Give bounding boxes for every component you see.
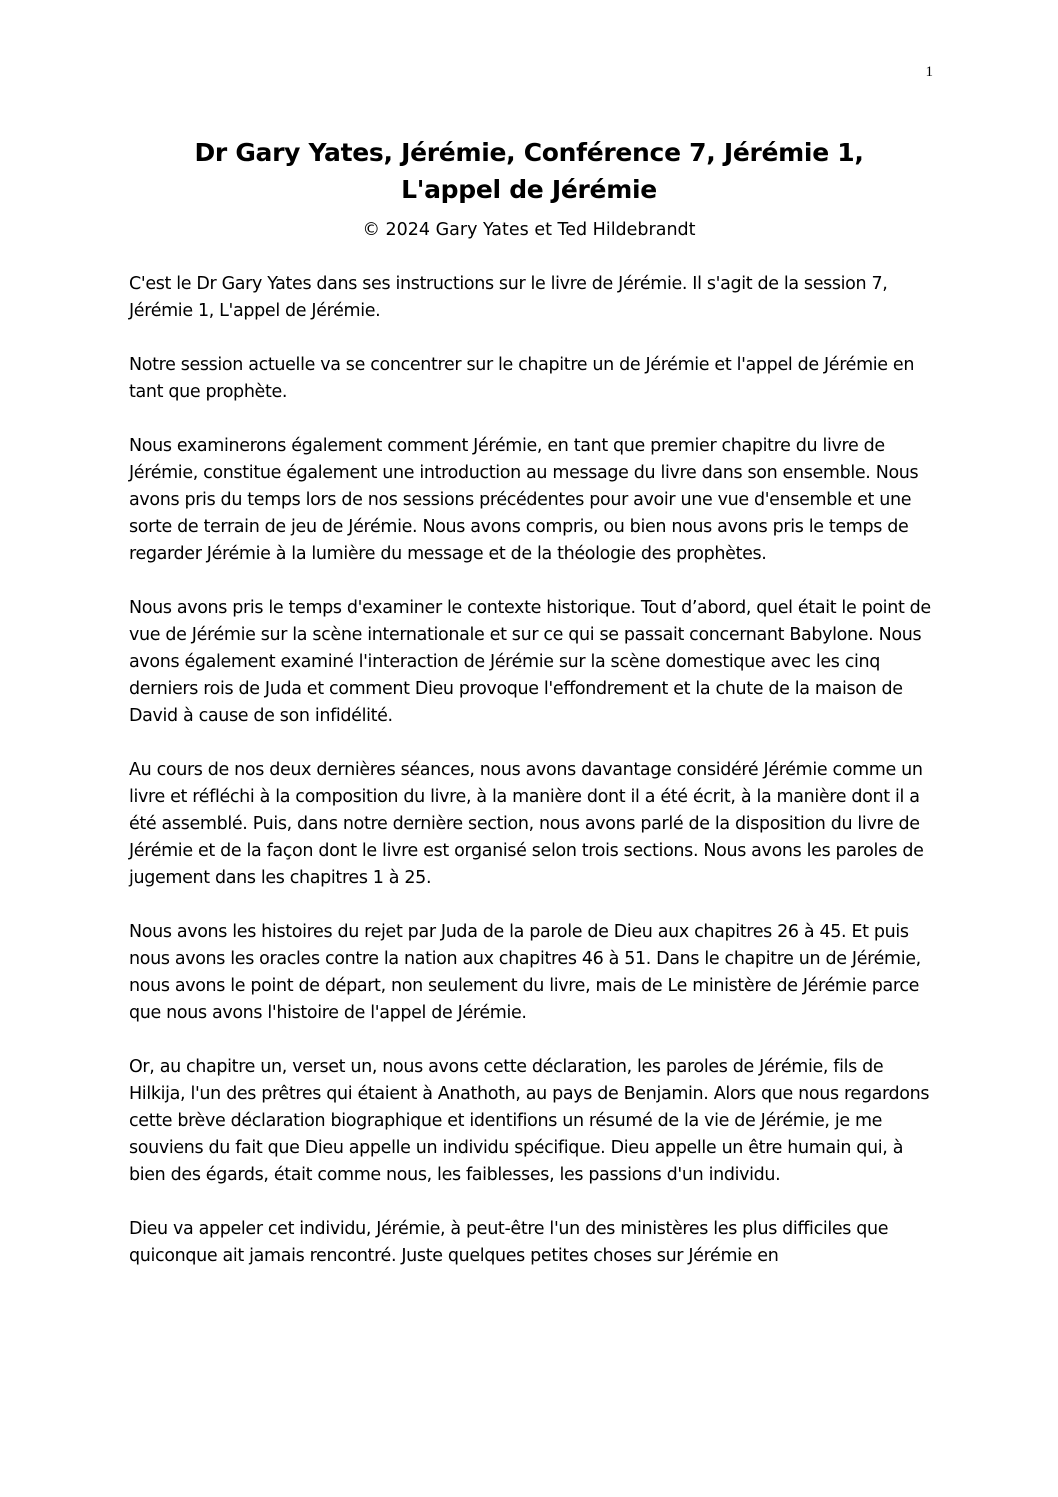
paragraph: Nous avons pris le temps d'examiner le contexte historique. Tout d’abord, quel était le point de vue de Jérémie sur la scène internationale et sur ce qui se passait concernant Babylone. Nous avons également examiné l'interaction de Jérémie sur la scène domestique avec les cinq derniers rois de Juda et comment Dieu provoque l'effondrement et la chute de la maison de David à cause de son infidélité. xyxy=(129,598,931,726)
title-line-1: Dr Gary Yates, Jérémie, Conférence 7, Jérémie 1, xyxy=(194,138,864,167)
paragraph: Au cours de nos deux dernières séances, nous avons davantage considéré Jérémie comme un livre et réfléchi à la composition du livre, à la manière dont il a été écrit, à la manière dont il a été assemblé. Puis, dans notre dernière section, nous avons parlé de la disposition du livre de Jérémie et de la façon dont le livre est organisé selon trois sections. Nous avons les paroles de jugement dans les chapitres 1 à 25. xyxy=(129,760,924,888)
paragraph: C'est le Dr Gary Yates dans ses instructions sur le livre de Jérémie. Il s'agit de la session 7, Jérémie 1, L'appel de Jérémie. xyxy=(129,274,888,321)
title-line-2: L'appel de Jérémie xyxy=(401,175,657,204)
paragraph: Nous examinerons également comment Jérémie, en tant que premier chapitre du livre de Jérémie, constitue également une introduction au message du livre dans son ensemble. Nous avons pris du temps lors de nos sessions précédentes pour avoir une vue d'ensemble et une sorte de terrain de jeu de Jérémie. Nous avons compris, ou bien nous avons pris le temps de regarder Jérémie à la lumière du message et de la théologie des prophètes. xyxy=(129,436,919,564)
paragraph: Or, au chapitre un, verset un, nous avons cette déclaration, les paroles de Jérémie, fils de Hilkija, l'un des prêtres qui étaient à Anathoth, au pays de Benjamin. Alors que nous regardons cette brève déclaration biographique et identifions un résumé de la vie de Jérémie, je me souviens du fait que Dieu appelle un individu spécifique. Dieu appelle un être humain qui, à bien des égards, était comme nous, les faiblesses, les passions d'un individu. xyxy=(129,1057,930,1185)
paragraph: Dieu va appeler cet individu, Jérémie, à peut-être l'un des ministères les plus difficiles que quiconque ait jamais rencontré. Juste quelques petites choses sur Jérémie en xyxy=(129,1219,889,1266)
paragraph: Notre session actuelle va se concentrer sur le chapitre un de Jérémie et l'appel de Jérémie en tant que prophète. xyxy=(129,355,915,402)
document-title xyxy=(90,134,968,208)
copyright-line: © 2024 Gary Yates et Ted Hildebrandt xyxy=(362,220,696,240)
paragraph: Nous avons les histoires du rejet par Juda de la parole de Dieu aux chapitres 26 à 45. Et puis nous avons les oracles contre la nation aux chapitres 46 à 51. Dans le chapitre un de Jérémie, nous avons le point de départ, non seulement du livre, mais de Le ministère de Jérémie parce que nous avons l'histoire de l'appel de Jérémie. xyxy=(129,922,921,1023)
page-number: 1 xyxy=(925,64,933,80)
document-body xyxy=(129,271,939,1297)
